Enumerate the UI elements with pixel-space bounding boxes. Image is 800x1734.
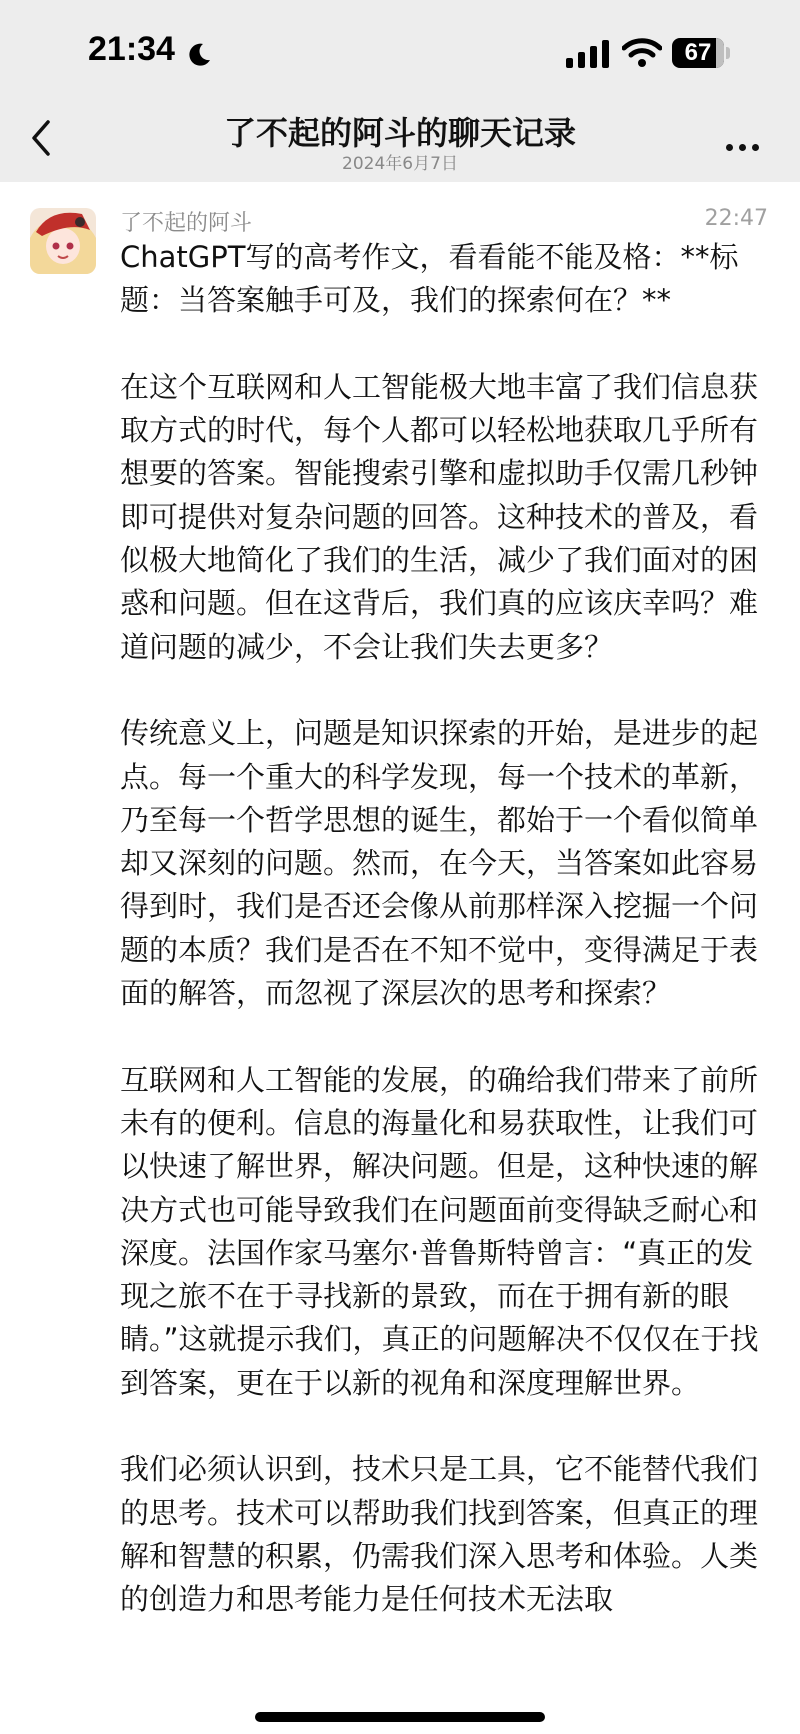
page-title: 了不起的阿斗的聊天记录 bbox=[223, 114, 576, 152]
moon-icon bbox=[186, 42, 212, 68]
message-paragraph: ChatGPT写的高考作文，看看能不能及格：**标题：当答案触手可及，我们的探索何在？** bbox=[120, 240, 739, 318]
page-subtitle-date: 2024年6月7日 bbox=[342, 154, 458, 174]
dot bbox=[739, 144, 746, 151]
dot bbox=[752, 144, 759, 151]
more-dots-icon[interactable] bbox=[726, 136, 766, 148]
dot bbox=[726, 144, 733, 151]
home-indicator[interactable] bbox=[255, 1712, 545, 1722]
message-paragraph: 我们必须认识到，技术只是工具，它不能替代我们的思考。技术可以帮助我们找到答案，但真正的理解和智慧的积累，仍需我们深入思考和体验。人类的创造力和思考能力是任何技术无法取 bbox=[120, 1452, 759, 1617]
cellular-signal-icon bbox=[566, 40, 610, 68]
message-time: 22:47 bbox=[704, 206, 768, 231]
message-paragraph: 互联网和人工智能的发展，的确给我们带来了前所未有的便利。信息的海量化和易获取性，让我们可以快速了解世界，解决问题。但是，这种快速的解决方式也可能导致我们在问题面前变得缺乏耐心和深度。法国作家马塞尔·普鲁斯特曾言：“真正的发现之旅不在于寻找新的景致，而在于拥有新的眼睛。”这就提示我们，真正的问题解决不仅仅在于找到答案，更在于以新的视角和深度理解世界。 bbox=[120, 1062, 759, 1400]
message-paragraph: 在这个互联网和人工智能极大地丰富了我们信息获取方式的时代，每个人都可以轻松地获取几乎所有想要的答案。智能搜索引擎和虚拟助手仅需几秒钟即可提供对复杂问题的回答。这种技术的普及，看似极大地简化了我们的生活，减少了我们面对的困惑和问题。但在这背后，我们真的应该庆幸吗？难道问题的减少，不会让我们失去更多？ bbox=[120, 369, 759, 664]
battery-empty-part bbox=[716, 38, 724, 68]
battery-cap bbox=[726, 47, 730, 59]
wifi-icon bbox=[622, 38, 662, 68]
status-time: 21:34 bbox=[88, 30, 175, 68]
battery-icon: 67 bbox=[672, 38, 724, 68]
avatar[interactable] bbox=[30, 208, 96, 274]
message-body bbox=[120, 236, 770, 1665]
top-bar bbox=[0, 0, 800, 182]
sender-name: 了不起的阿斗 bbox=[120, 211, 253, 236]
message-paragraph: 传统意义上，问题是知识探索的开始，是进步的起点。每一个重大的科学发现，每一个技术的革新，乃至每一个哲学思想的诞生，都始于一个看似简单却又深刻的问题。然而，在今天，当答案如此容易得到时，我们是否还会像从前那样深入挖掘一个问题的本质？我们是否在不知不觉中，变得满足于表面的解答，而忽视了深层次的思考和探索？ bbox=[120, 716, 759, 1011]
